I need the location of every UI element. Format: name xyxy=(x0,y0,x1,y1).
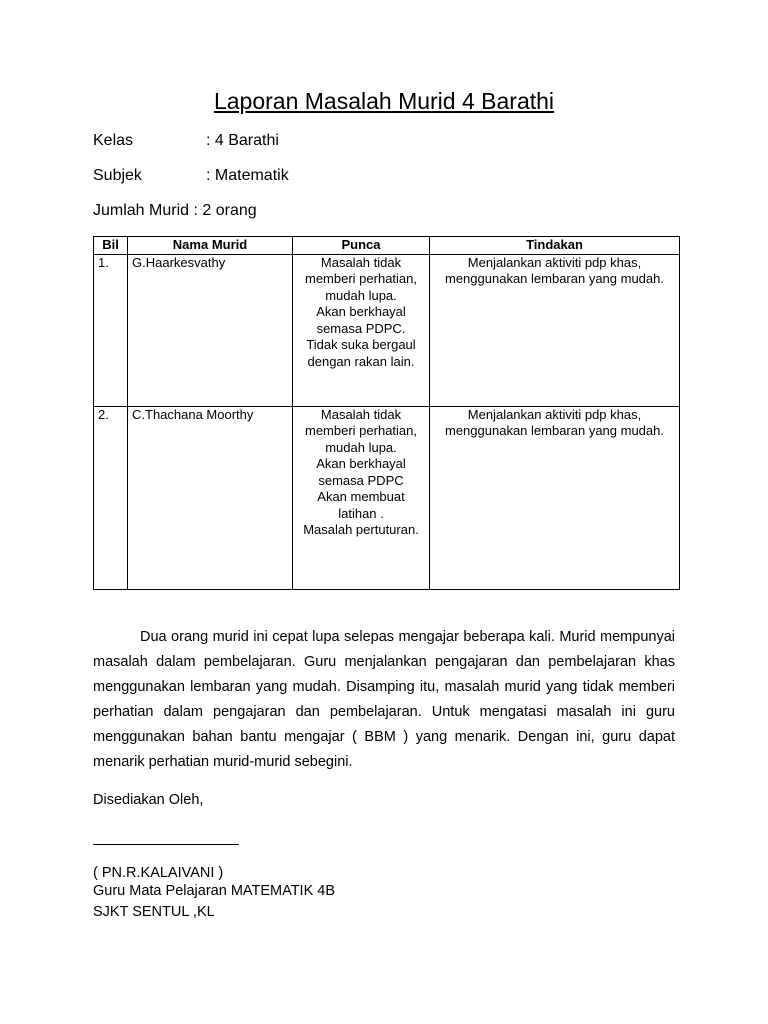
signatory-school: SJKT SENTUL ,KL xyxy=(93,904,215,920)
header-bil: Bil xyxy=(94,237,128,255)
prepared-by-label: Disediakan Oleh, xyxy=(93,792,204,808)
kelas-label: Kelas xyxy=(93,132,134,149)
table-header-row xyxy=(94,237,680,255)
kelas-line xyxy=(93,132,279,150)
cell-punca xyxy=(293,254,430,406)
subjek-value: : Matematik xyxy=(206,167,289,184)
punca-text: Masalah tidak memberi perhatian, mudah lupa. Akan berkhayal semasa PDPC Akan membuat latihan . Masalah pertuturan. xyxy=(303,406,419,537)
cell-tindakan xyxy=(430,254,680,406)
tindakan-text: Menjalankan aktiviti pdp khas, menggunakan lembaran yang mudah. xyxy=(445,406,664,438)
header-tindakan: Tindakan xyxy=(430,237,680,255)
cell-punca xyxy=(293,406,430,589)
summary-paragraph xyxy=(93,625,675,775)
subjek-line xyxy=(93,167,289,185)
table-row xyxy=(94,406,680,589)
header-nama-murid: Nama Murid xyxy=(128,237,293,255)
cell-bil: 2. xyxy=(94,406,128,589)
cell-bil: 1. xyxy=(94,254,128,406)
tindakan-text: Menjalankan aktiviti pdp khas, menggunakan lembaran yang mudah. xyxy=(445,254,664,286)
signatory-name: ( PN.R.KALAIVANI ) xyxy=(93,865,224,881)
page-title: Laporan Masalah Murid 4 Barathi xyxy=(213,88,555,114)
jumlah-murid-line: Jumlah Murid : 2 orang xyxy=(93,202,257,219)
signatory-role: Guru Mata Pelajaran MATEMATIK 4B xyxy=(93,883,336,899)
subjek-label: Subjek xyxy=(93,167,142,184)
student-problem-table xyxy=(93,236,680,590)
cell-nama: C.Thachana Moorthy xyxy=(128,406,293,589)
cell-nama: G.Haarkesvathy xyxy=(128,254,293,406)
header-punca: Punca xyxy=(293,237,430,255)
summary-text: Dua orang murid ini cepat lupa selepas mengajar beberapa kali. Murid mempunyai masalah dalam pembelajaran. Guru menjalankan pengajaran dan pembelajaran khas menggunakan lembaran yang mudah. Disamping itu, masalah murid yang tidak memberi perhatian dalam pengajaran dan pembelajaran. Untuk mengatasi masalah ini guru menggunakan bahan bantu mengajar ( BBM ) yang menarik. Dengan ini, guru dapat menarik perhatian murid-murid sebegini. xyxy=(93,629,675,770)
cell-tindakan xyxy=(430,406,680,589)
punca-text: Masalah tidak memberi perhatian, mudah lupa. Akan berkhayal semasa PDPC. Tidak suka bergaul dengan rakan lain. xyxy=(305,254,417,369)
signature-line xyxy=(93,844,239,845)
table-row xyxy=(94,254,680,406)
kelas-value: : 4 Barathi xyxy=(206,132,279,149)
